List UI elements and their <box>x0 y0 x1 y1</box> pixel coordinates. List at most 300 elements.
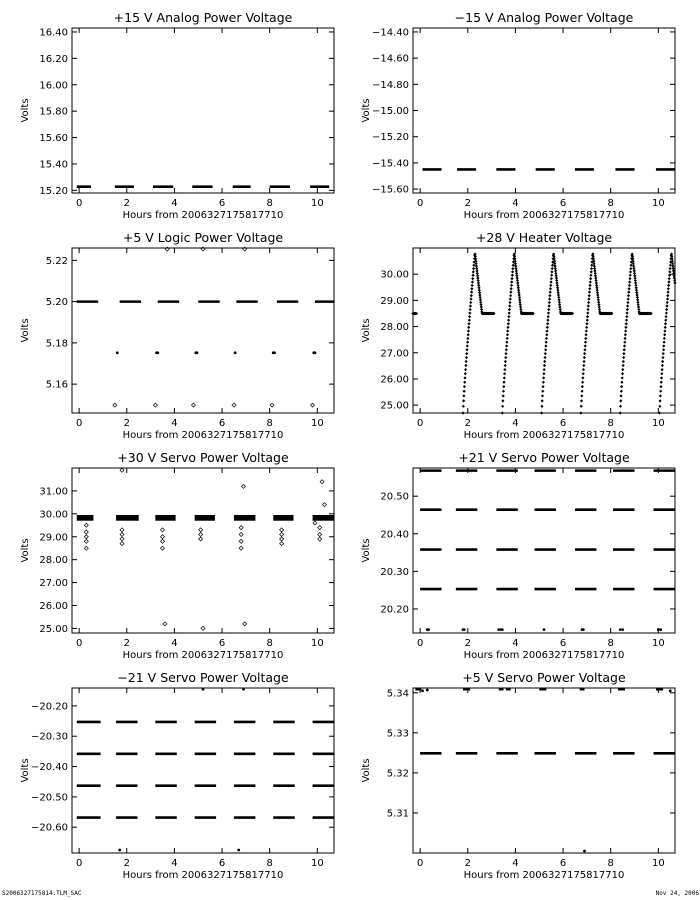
data-point <box>666 301 669 304</box>
y-tick-label: 25.00 <box>39 623 68 635</box>
data-point <box>624 333 627 336</box>
chart-panel-6 <box>361 450 675 661</box>
data-point <box>461 411 464 414</box>
data-point <box>668 267 671 270</box>
data-point <box>669 689 672 692</box>
data-point <box>628 277 631 280</box>
data-point <box>322 503 326 507</box>
data-point <box>464 372 467 375</box>
data-point <box>239 539 243 543</box>
x-tick-label: 10 <box>310 198 324 209</box>
x-tick-label: 6 <box>218 858 226 869</box>
data-point <box>543 364 546 367</box>
data-point <box>508 301 511 304</box>
data-point <box>581 385 584 388</box>
data-point <box>548 297 551 300</box>
data-point <box>623 344 626 347</box>
data-point <box>118 849 121 852</box>
data-point <box>504 356 507 359</box>
data-point <box>660 381 663 384</box>
data-point <box>503 372 506 375</box>
y-tick-label: 30.00 <box>380 269 409 281</box>
y-tick-label: 16.20 <box>39 53 68 65</box>
data-point <box>546 319 549 322</box>
data-point <box>468 311 471 314</box>
data-point <box>659 390 662 393</box>
x-tick-label: 6 <box>559 198 567 209</box>
x-axis-label: Hours from 2006327175817710 <box>122 430 284 441</box>
data-point <box>619 411 622 414</box>
x-axis-label: Hours from 2006327175817710 <box>122 870 284 881</box>
footer-filename: S2006327175814.TLM_SAC <box>2 890 82 897</box>
data-point <box>468 319 471 322</box>
data-point <box>585 329 588 332</box>
data-point <box>466 337 469 340</box>
data-point <box>270 403 274 407</box>
y-tick-label: 5.22 <box>45 255 68 267</box>
x-axis-label: Hours from 2006327175817710 <box>463 650 625 661</box>
data-point <box>544 348 547 351</box>
data-point <box>243 622 247 626</box>
data-point <box>664 315 667 318</box>
y-axis-label: Volts <box>361 538 372 563</box>
data-point <box>668 270 671 273</box>
data-point <box>541 390 544 393</box>
data-point <box>661 356 664 359</box>
data-point <box>510 284 513 287</box>
y-axis-label: Volts <box>361 758 372 783</box>
data-point <box>661 364 664 367</box>
data-point <box>113 403 117 407</box>
x-tick-label: 8 <box>607 418 614 429</box>
data-point <box>547 311 550 314</box>
data-point <box>314 351 317 354</box>
chart-panel-4 <box>361 230 677 441</box>
y-tick-label: −15.60 <box>371 184 409 196</box>
data-point <box>581 376 584 379</box>
x-tick-label: 2 <box>464 858 471 869</box>
data-point <box>663 337 666 340</box>
y-tick-label: 16.40 <box>39 27 68 39</box>
data-point <box>550 277 553 280</box>
data-point <box>318 537 322 541</box>
chart-panel-5 <box>20 450 334 661</box>
data-point <box>542 376 545 379</box>
data-point <box>508 311 511 314</box>
data-point <box>467 329 470 332</box>
y-tick-label: −15.40 <box>371 158 409 170</box>
data-point <box>665 311 668 314</box>
data-point <box>580 399 583 402</box>
data-point <box>464 368 467 371</box>
footer-date: Nov 24, 2006 <box>655 890 699 897</box>
data-point <box>511 274 514 277</box>
data-point <box>579 411 582 414</box>
x-tick-label: 0 <box>416 418 424 429</box>
data-point <box>506 337 509 340</box>
data-point <box>667 284 670 287</box>
data-point <box>472 270 475 273</box>
data-point <box>510 280 513 283</box>
x-tick-label: 6 <box>559 418 567 429</box>
data-point <box>463 385 466 388</box>
data-point <box>469 297 472 300</box>
data-point <box>320 480 324 484</box>
y-tick-label: 20.20 <box>380 604 409 616</box>
data-point <box>584 341 587 344</box>
data-point <box>502 394 505 397</box>
data-point <box>543 356 546 359</box>
data-point <box>585 322 588 325</box>
data-point <box>161 539 165 543</box>
data-band <box>77 515 94 521</box>
x-axis-label: Hours from 2006327175817710 <box>463 870 625 881</box>
y-tick-label: −14.60 <box>371 53 409 65</box>
chart-title: +30 V Servo Power Voltage <box>117 450 289 465</box>
data-point <box>623 337 626 340</box>
data-point <box>463 390 466 393</box>
chart-title: +5 V Logic Power Voltage <box>122 230 284 245</box>
data-point <box>624 326 627 329</box>
data-point <box>509 294 512 297</box>
data-point <box>619 399 622 402</box>
data-point <box>232 403 236 407</box>
data-point <box>505 348 508 351</box>
x-tick-label: 4 <box>171 418 178 429</box>
data-point <box>624 329 627 332</box>
data-point <box>280 528 284 532</box>
data-point <box>584 337 587 340</box>
data-point <box>547 304 550 307</box>
data-point <box>470 287 473 290</box>
data-point <box>582 360 585 363</box>
data-point <box>666 297 669 300</box>
chart-title: −15 V Analog Power Voltage <box>454 10 634 25</box>
data-point <box>120 532 124 536</box>
y-axis-label: Volts <box>20 758 31 783</box>
data-point <box>660 368 663 371</box>
data-point <box>234 351 237 354</box>
data-point <box>471 277 474 280</box>
data-point <box>199 528 203 532</box>
data-point <box>84 535 88 539</box>
data-point <box>583 850 586 853</box>
data-point <box>544 344 547 347</box>
data-point <box>511 267 514 270</box>
x-tick-label: 6 <box>218 638 226 649</box>
data-point <box>237 849 240 852</box>
data-point <box>663 329 666 332</box>
chart-panel-2 <box>361 10 675 221</box>
data-point <box>621 376 624 379</box>
data-point <box>540 411 543 414</box>
data-point <box>421 689 424 692</box>
y-tick-label: 28.00 <box>380 322 409 334</box>
y-tick-label: 15.60 <box>39 133 68 145</box>
x-tick-label: 10 <box>651 418 665 429</box>
data-point <box>542 381 545 384</box>
data-point <box>510 287 513 290</box>
data-point <box>667 280 670 283</box>
x-tick-label: 0 <box>75 198 83 209</box>
data-point <box>545 337 548 340</box>
chart-panel-3 <box>20 230 334 441</box>
data-point <box>587 304 590 307</box>
x-tick-label: 8 <box>266 858 273 869</box>
data-point <box>508 308 511 311</box>
data-point <box>580 405 583 408</box>
data-point <box>549 291 552 294</box>
data-point <box>510 277 513 280</box>
data-point <box>161 528 165 532</box>
y-tick-label: 29.00 <box>380 295 409 307</box>
data-point <box>505 341 508 344</box>
data-point <box>199 532 203 536</box>
data-point <box>629 270 632 273</box>
data-point <box>501 628 504 631</box>
x-tick-label: 4 <box>512 638 519 649</box>
data-point <box>280 542 284 546</box>
data-point <box>629 274 632 277</box>
data-point <box>673 281 676 284</box>
x-tick-label: 10 <box>310 638 324 649</box>
data-point <box>465 356 468 359</box>
data-point <box>588 291 591 294</box>
data-point <box>472 267 475 270</box>
data-point <box>467 326 470 329</box>
data-point <box>625 315 628 318</box>
data-point <box>512 264 515 267</box>
data-point <box>463 628 466 631</box>
data-point <box>156 351 159 354</box>
x-tick-label: 6 <box>559 638 567 649</box>
data-point <box>507 315 510 318</box>
data-point <box>665 308 668 311</box>
data-point <box>629 267 632 270</box>
data-point <box>627 287 630 290</box>
data-point <box>543 368 546 371</box>
data-point <box>497 628 500 631</box>
y-tick-label: −20.50 <box>30 792 68 804</box>
data-point <box>466 341 469 344</box>
y-tick-label: 25.00 <box>380 400 409 412</box>
x-tick-label: 2 <box>464 418 471 429</box>
data-point <box>587 297 590 300</box>
data-point <box>465 352 468 355</box>
x-axis-label: Hours from 2006327175817710 <box>463 430 625 441</box>
data-point <box>501 411 504 414</box>
data-point <box>662 352 665 355</box>
data-point <box>586 315 589 318</box>
y-tick-label: 28.00 <box>39 555 68 567</box>
data-point <box>507 322 510 325</box>
data-point <box>467 333 470 336</box>
data-band <box>116 515 139 521</box>
data-point <box>161 546 165 550</box>
data-point <box>543 628 546 631</box>
data-point <box>580 394 583 397</box>
x-tick-label: 8 <box>266 418 273 429</box>
data-point <box>590 270 593 273</box>
y-tick-label: 5.34 <box>386 688 409 700</box>
data-point <box>549 280 552 283</box>
y-tick-label: −14.40 <box>371 27 409 39</box>
data-point <box>545 341 548 344</box>
data-point <box>584 333 587 336</box>
x-tick-label: 8 <box>607 858 614 869</box>
data-point <box>589 274 592 277</box>
data-point <box>463 381 466 384</box>
data-point <box>239 546 243 550</box>
x-tick-label: 8 <box>607 638 614 649</box>
data-point <box>116 351 119 354</box>
data-point <box>504 360 507 363</box>
data-point <box>666 291 669 294</box>
x-tick-label: 2 <box>123 638 130 649</box>
y-tick-label: 30.00 <box>39 509 68 521</box>
y-tick-label: 31.00 <box>39 486 68 498</box>
data-point <box>549 284 552 287</box>
data-point <box>462 405 465 408</box>
data-point <box>548 301 551 304</box>
data-point <box>550 270 553 273</box>
data-point <box>242 688 245 691</box>
x-tick-label: 2 <box>123 858 130 869</box>
data-band <box>273 515 293 521</box>
x-tick-label: 8 <box>266 198 273 209</box>
data-point <box>504 352 507 355</box>
x-tick-label: 10 <box>651 198 665 209</box>
data-point <box>471 280 474 283</box>
chart-title: −21 V Servo Power Voltage <box>117 670 289 685</box>
x-tick-label: 0 <box>416 198 424 209</box>
data-point <box>665 304 668 307</box>
data-band <box>313 515 334 521</box>
chart-panel-1 <box>20 10 334 221</box>
data-point <box>664 326 667 329</box>
data-point <box>583 352 586 355</box>
data-point <box>582 368 585 371</box>
y-tick-label: −20.20 <box>30 701 68 713</box>
x-tick-label: 4 <box>512 418 519 429</box>
data-point <box>626 304 629 307</box>
data-point <box>659 628 662 631</box>
data-point <box>663 333 666 336</box>
data-point <box>662 344 665 347</box>
data-point <box>587 301 590 304</box>
plot-frame <box>72 468 334 633</box>
data-point <box>120 528 124 532</box>
data-point <box>502 385 505 388</box>
data-point <box>467 322 470 325</box>
data-point <box>621 628 624 631</box>
data-band <box>195 515 215 521</box>
plot-frame <box>413 688 675 853</box>
y-tick-label: −20.60 <box>30 822 68 834</box>
data-point <box>545 329 548 332</box>
data-point <box>502 390 505 393</box>
y-tick-label: 20.30 <box>380 566 409 578</box>
data-point <box>668 277 671 280</box>
data-point <box>465 360 468 363</box>
x-tick-label: 0 <box>75 418 83 429</box>
data-point <box>546 322 549 325</box>
x-axis-label: Hours from 2006327175817710 <box>122 210 284 221</box>
y-tick-label: 5.32 <box>386 768 409 780</box>
data-point <box>120 468 124 472</box>
x-tick-label: 4 <box>512 198 519 209</box>
y-tick-label: 5.18 <box>45 338 68 350</box>
data-point <box>586 311 589 314</box>
data-point <box>502 381 505 384</box>
data-point <box>657 628 660 631</box>
data-point <box>583 356 586 359</box>
data-point <box>542 372 545 375</box>
data-point <box>545 333 548 336</box>
data-point <box>462 394 465 397</box>
chart-panel-7 <box>20 670 334 881</box>
x-tick-label: 6 <box>218 418 226 429</box>
data-point <box>508 304 511 307</box>
data-point <box>581 381 584 384</box>
y-axis-label: Volts <box>361 318 372 343</box>
x-tick-label: 8 <box>607 198 614 209</box>
data-point <box>544 352 547 355</box>
data-point <box>239 532 243 536</box>
data-point <box>469 308 472 311</box>
data-point <box>311 403 315 407</box>
data-point <box>627 297 630 300</box>
data-point <box>589 280 592 283</box>
data-point <box>541 385 544 388</box>
y-tick-label: 26.00 <box>39 601 68 612</box>
data-point <box>202 688 205 691</box>
x-tick-label: 6 <box>218 198 226 209</box>
data-point <box>541 394 544 397</box>
data-point <box>662 348 665 351</box>
data-point <box>239 526 243 530</box>
data-point <box>669 264 672 267</box>
x-axis-label: Hours from 2006327175817710 <box>122 650 284 661</box>
x-tick-label: 0 <box>416 638 424 649</box>
y-tick-label: 26.00 <box>380 374 409 386</box>
plot-frame <box>72 248 334 413</box>
data-point <box>509 291 512 294</box>
data-point <box>462 399 465 402</box>
y-tick-label: −15.00 <box>371 106 409 117</box>
data-point <box>506 333 509 336</box>
x-tick-label: 8 <box>266 638 273 649</box>
data-point <box>621 368 624 371</box>
plot-frame <box>72 28 334 193</box>
x-tick-label: 10 <box>651 858 665 869</box>
data-point <box>619 394 622 397</box>
data-point <box>628 280 631 283</box>
data-point <box>318 526 322 530</box>
plot-frame <box>72 688 334 853</box>
data-point <box>501 405 504 408</box>
data-point <box>469 301 472 304</box>
x-tick-label: 10 <box>310 418 324 429</box>
y-tick-label: −14.80 <box>371 79 409 91</box>
data-point <box>472 264 475 267</box>
y-tick-label: 29.00 <box>39 532 68 544</box>
y-tick-label: 5.16 <box>45 379 68 391</box>
x-tick-label: 4 <box>171 858 178 869</box>
data-point <box>623 341 626 344</box>
data-point <box>120 542 124 546</box>
data-point <box>620 385 623 388</box>
